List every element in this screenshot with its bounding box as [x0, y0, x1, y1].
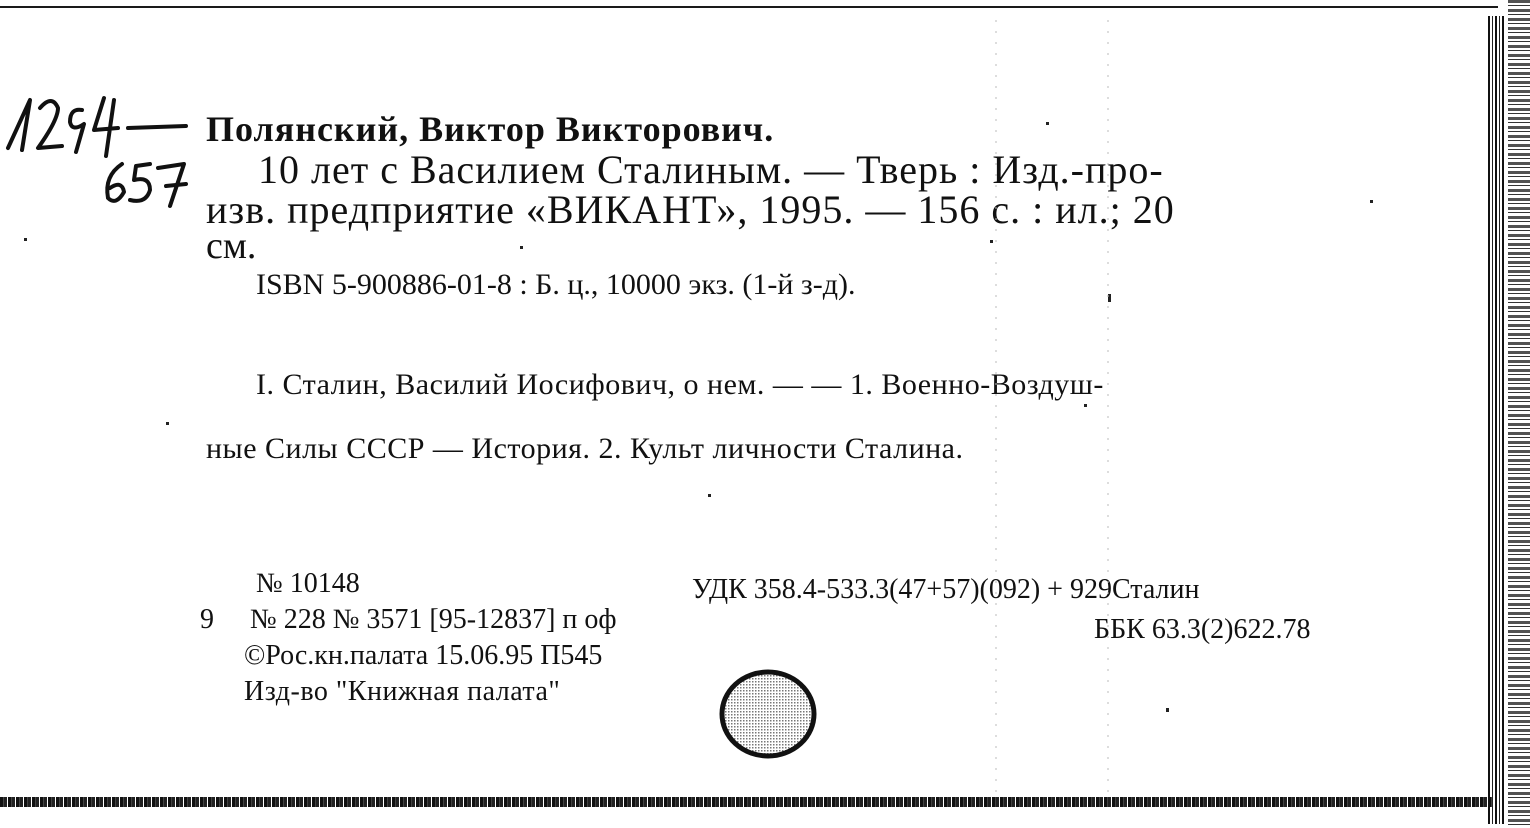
title-line-1: 10 лет с Василием Сталиным. — Тверь : Изд.-про-: [258, 147, 1164, 192]
registration-number: № 10148: [256, 568, 360, 599]
title-line-3: см.: [206, 225, 257, 267]
card-right-edge: [1488, 16, 1504, 824]
isbn-line: ISBN 5-900886-01-8 : Б. ц., 10000 экз. (1-й з-д).: [256, 268, 856, 301]
bbk-code: ББК 63.3(2)622.78: [1094, 614, 1311, 645]
card-count: 9: [200, 604, 214, 635]
hole-punch-circle: [716, 666, 820, 762]
card-bottom-border: [0, 797, 1492, 807]
title-line-2: изв. предприятие «ВИКАНТ», 1995. — 156 с. : ил.; 20: [206, 187, 1175, 232]
udk-code: УДК 358.4-533.3(47+57)(092) + 929Сталин: [692, 574, 1200, 605]
record-numbers: № 228 № 3571 [95-12837] п оф: [250, 604, 617, 635]
publisher-line: Изд-во "Книжная палата": [244, 676, 561, 707]
copyright-line: ©Рос.кн.палата 15.06.95 П545: [244, 640, 603, 671]
subject-line-2: ные Силы СССР — История. 2. Культ личности Сталина.: [206, 432, 964, 465]
subject-line-1: I. Сталин, Василий Иосифович, о нем. — — 1. Военно-Воздуш-: [256, 368, 1104, 401]
author-heading: Полянский, Виктор Викторович.: [206, 109, 775, 149]
card-top-border: [0, 6, 1498, 8]
scan-edge-noise: [1508, 0, 1530, 828]
handwritten-shelf-mark: [0, 80, 220, 220]
